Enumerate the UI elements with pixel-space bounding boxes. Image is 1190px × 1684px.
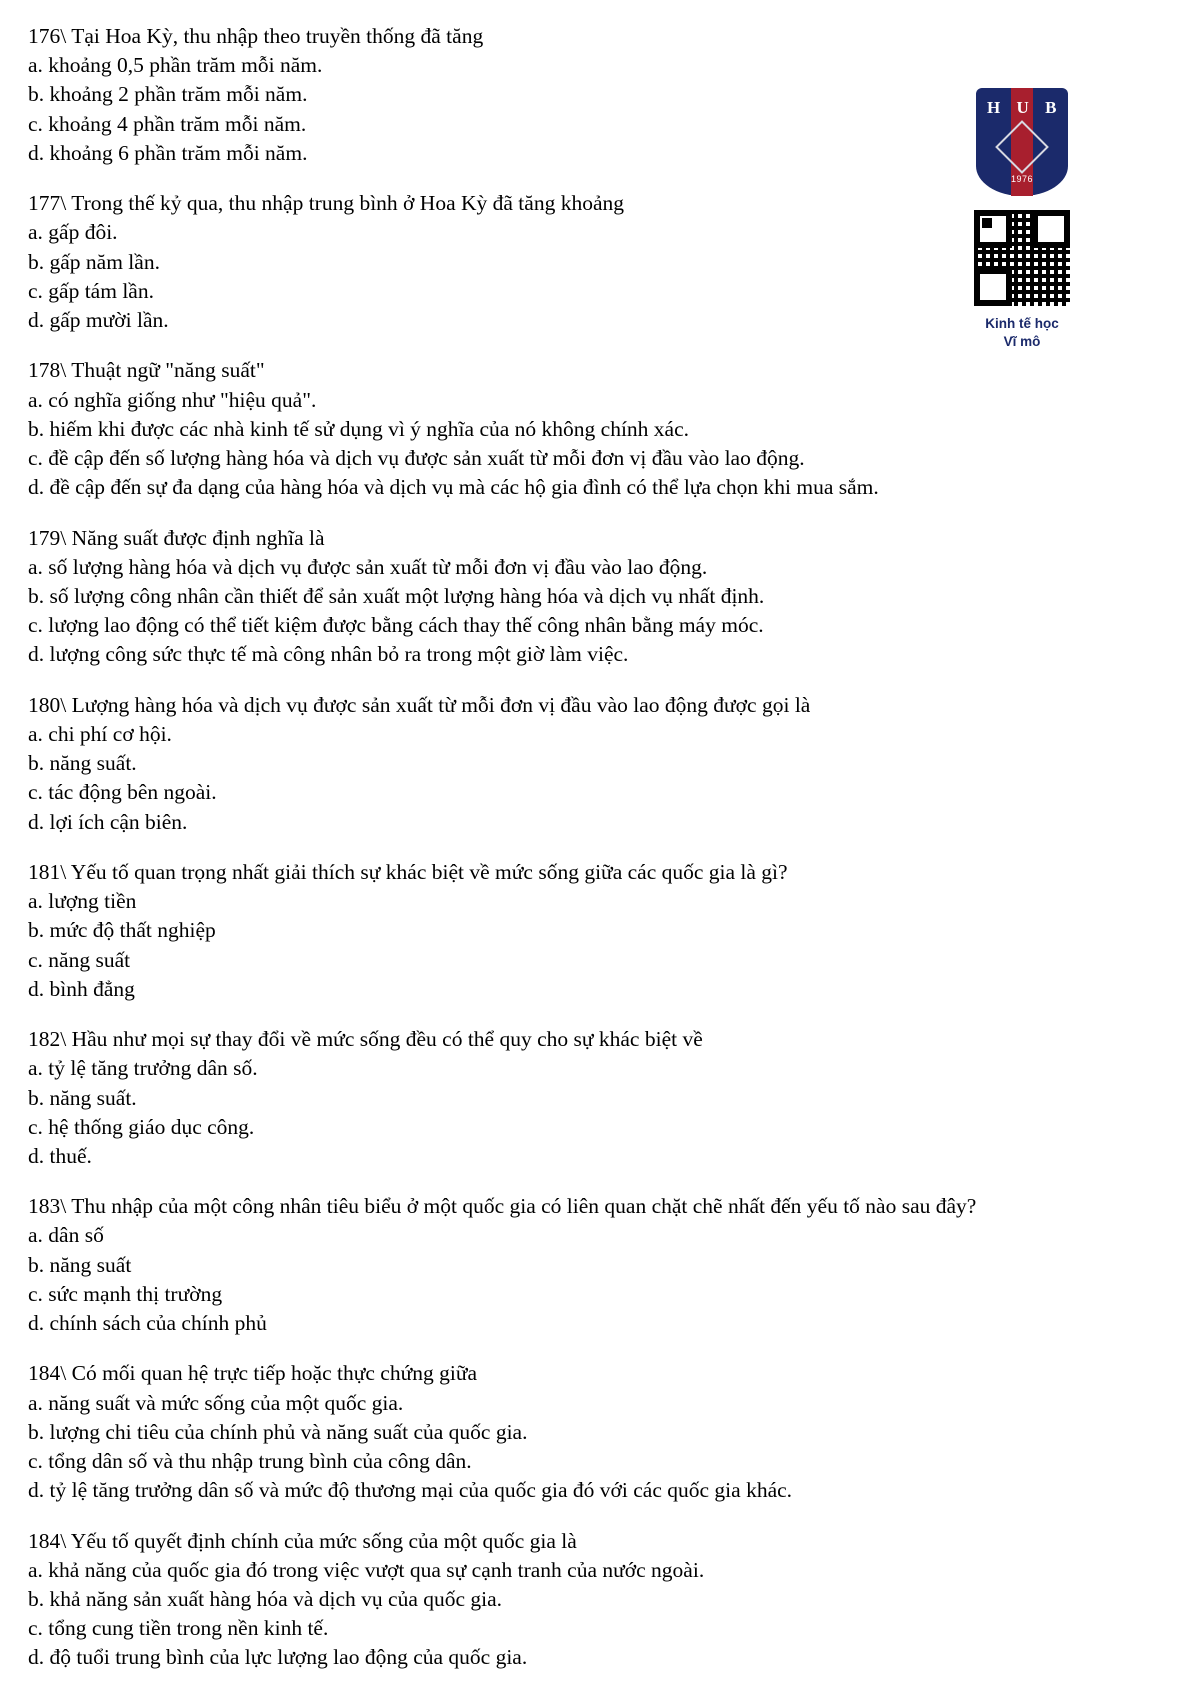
- question-option: a. gấp đôi.: [28, 220, 118, 245]
- question-option: c. khoảng 4 phần trăm mỗi năm.: [28, 111, 307, 136]
- question-option: b. năng suất: [28, 1252, 132, 1277]
- question-stem: 184\ Có mối quan hệ trực tiếp hoặc thực chứng giữa: [28, 1361, 478, 1386]
- question-stem: 179\ Năng suất được định nghĩa là: [28, 525, 325, 550]
- question-block: [28, 1025, 1028, 1171]
- question-option: a. khả năng của quốc gia đó trong việc vượt qua sự cạnh tranh của nước ngoài.: [28, 1557, 705, 1582]
- question-block: [28, 691, 1028, 837]
- question-option: c. tác động bên ngoài.: [28, 780, 217, 805]
- question-option: a. có nghĩa giống như "hiệu quả".: [28, 387, 317, 412]
- question-block: [28, 858, 1028, 1004]
- question-stem: 180\ Lượng hàng hóa và dịch vụ được sản xuất từ mỗi đơn vị đầu vào lao động được gọi là: [28, 692, 811, 717]
- question-option: c. đề cập đến số lượng hàng hóa và dịch vụ được sản xuất từ mỗi đơn vị đầu vào lao động.: [28, 446, 805, 471]
- question-stem: 181\ Yếu tố quan trọng nhất giải thích sự khác biệt về mức sống giữa các quốc gia là gì?: [28, 859, 788, 884]
- question-option: a. số lượng hàng hóa và dịch vụ được sản xuất từ mỗi đơn vị đầu vào lao động.: [28, 554, 708, 579]
- question-stem: 183\ Thu nhập của một công nhân tiêu biểu ở một quốc gia có liên quan chặt chẽ nhất đến yếu tố nào sau đây?: [28, 1194, 977, 1219]
- question-option: a. chi phí cơ hội.: [28, 721, 172, 746]
- question-list: [28, 22, 1028, 1673]
- question-stem: 184\ Yếu tố quyết định chính của mức sống của một quốc gia là: [28, 1528, 577, 1553]
- question-block: [28, 524, 1028, 670]
- shield-letters: [976, 98, 1068, 118]
- brand-caption: [962, 315, 1082, 350]
- question-option: b. hiếm khi được các nhà kinh tế sử dụng vì ý nghĩa của nó không chính xác.: [28, 416, 690, 441]
- question-option: d. chính sách của chính phủ: [28, 1311, 267, 1336]
- question-option: d. khoảng 6 phần trăm mỗi năm.: [28, 140, 308, 165]
- question-stem: 177\ Trong thế kỷ qua, thu nhập trung bình ở Hoa Kỳ đã tăng khoảng: [28, 191, 624, 216]
- question-block: [28, 1359, 1028, 1505]
- question-option: a. năng suất và mức sống của một quốc gia.: [28, 1390, 404, 1415]
- qr-corner-inner: [982, 218, 992, 228]
- question-option: c. lượng lao động có thể tiết kiệm được bằng cách thay thế công nhân bằng máy móc.: [28, 613, 764, 638]
- question-block: [28, 1192, 1028, 1338]
- question-stem: 178\ Thuật ngữ "năng suất": [28, 358, 265, 383]
- question-option: b. mức độ thất nghiệp: [28, 918, 216, 943]
- qr-code-icon: [974, 210, 1070, 306]
- shield-letter-b: B: [1045, 98, 1057, 117]
- qr-corner-bottom-left: [974, 268, 1012, 306]
- question-option: b. lượng chi tiêu của chính phủ và năng suất của quốc gia.: [28, 1419, 528, 1444]
- brand-caption-line1: Kinh tế học: [985, 316, 1059, 331]
- question-option: d. lượng công sức thực tế mà công nhân bỏ ra trong một giờ làm việc.: [28, 642, 629, 667]
- question-option: a. dân số: [28, 1223, 104, 1248]
- question-option: d. thuế.: [28, 1143, 92, 1168]
- question-option: c. tổng cung tiền trong nền kinh tế.: [28, 1616, 329, 1641]
- brand-caption-line2: Vĩ mô: [1003, 333, 1041, 349]
- question-option: b. số lượng công nhân cần thiết để sản xuất một lượng hàng hóa và dịch vụ nhất định.: [28, 583, 765, 608]
- question-option: d. độ tuổi trung bình của lực lượng lao động của quốc gia.: [28, 1645, 528, 1670]
- question-stem: 182\ Hầu như mọi sự thay đổi về mức sống đều có thể quy cho sự khác biệt về: [28, 1027, 703, 1052]
- question-block: [28, 356, 1028, 502]
- question-option: b. gấp năm lần.: [28, 249, 160, 274]
- question-option: b. khoảng 2 phần trăm mỗi năm.: [28, 82, 308, 107]
- question-option: c. sức mạnh thị trường: [28, 1281, 223, 1306]
- question-option: d. đề cập đến sự đa dạng của hàng hóa và dịch vụ mà các hộ gia đình có thể lựa chọn khi mua sắm.: [28, 475, 879, 500]
- question-stem: 176\ Tại Hoa Kỳ, thu nhập theo truyền thống đã tăng: [28, 24, 484, 48]
- question-option: d. bình đẳng: [28, 976, 135, 1001]
- question-option: a. tỷ lệ tăng trưởng dân số.: [28, 1056, 258, 1081]
- question-option: c. gấp tám lần.: [28, 278, 154, 303]
- hub-shield-logo: [976, 88, 1068, 196]
- question-option: c. năng suất: [28, 947, 131, 972]
- question-option: d. gấp mười lần.: [28, 308, 169, 333]
- question-option: c. tổng dân số và thu nhập trung bình của công dân.: [28, 1449, 472, 1474]
- question-block: [28, 1527, 1028, 1673]
- shield-letter-u: U: [1016, 98, 1030, 117]
- question-option: b. năng suất.: [28, 751, 137, 776]
- brand-block: [962, 88, 1082, 350]
- question-option: b. năng suất.: [28, 1085, 137, 1110]
- question-option: a. lượng tiền: [28, 889, 137, 914]
- question-block: [28, 189, 1028, 335]
- question-option: c. hệ thống giáo dục công.: [28, 1114, 255, 1139]
- shield-letter-h: H: [987, 98, 1001, 117]
- question-option: a. khoảng 0,5 phần trăm mỗi năm.: [28, 53, 323, 78]
- shield-year: 1976: [1010, 174, 1034, 184]
- question-block: [28, 22, 1028, 168]
- question-option: b. khả năng sản xuất hàng hóa và dịch vụ của quốc gia.: [28, 1587, 503, 1612]
- question-option: d. tỷ lệ tăng trưởng dân số và mức độ thương mại của quốc gia đó với các quốc gia khác.: [28, 1478, 793, 1503]
- question-option: d. lợi ích cận biên.: [28, 809, 188, 834]
